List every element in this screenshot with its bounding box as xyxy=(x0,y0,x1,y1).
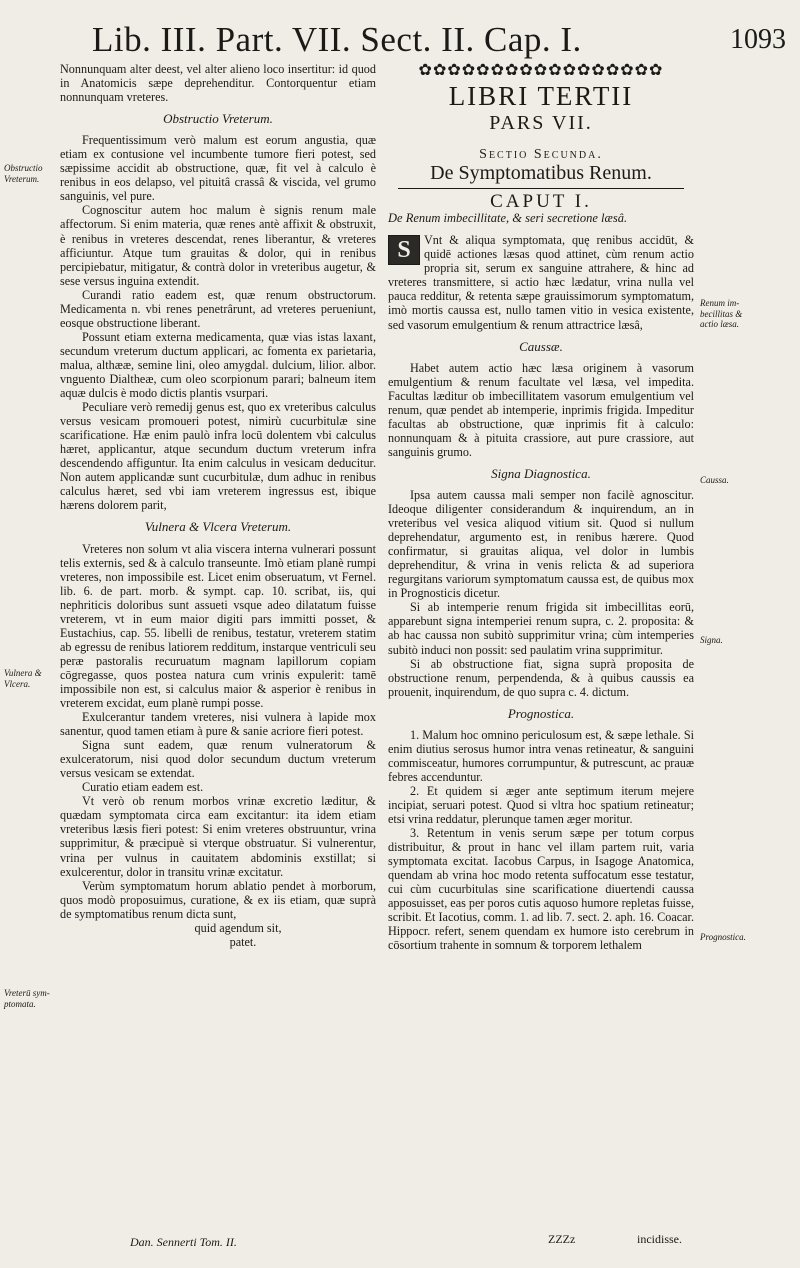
paragraph: Habet autem actio hæc læsa originem à vasorum emulgentium & renum facultate vel læsa, vel impedita. Facultas læditur ob imbecillitatem vasorum emulgentium vel renum, quæ pendet ab intemperie, inprimis frigida. Impeditur facultas ab obstructione, quæ inprimis fit à calculo: nonnunquam & à pituita crassiore, aut pure crassiore, aut sanguinis grumo. xyxy=(388,360,694,459)
paragraph: Vt verò ob renum morbos vrinæ excretio læditur, & quædam symptomata circa eam excitantur: ita idem etiam vreteribus læsis fieri potest: Si enim vreteres obstruuntur, vrina supprimitur, & præcipuè si vterque obstruatur. Si vulnerentur, vrina per vulnus in cauitatem abdominis exstillat; si exulcerentur, dolor in transitu vrinæ excitatur. xyxy=(60,794,376,879)
margin-note-symptomata: Vreterū sym- ptomata. xyxy=(4,988,50,1009)
margin-note-renum-imbecillitas: Renum im- becillitas & actio læsa. xyxy=(700,298,743,329)
closing-line: quid agendum sit, xyxy=(194,920,282,935)
paragraph xyxy=(388,233,694,331)
paragraph: Frequentissimum verò malum est eorum angustia, quæ etiam ex contusione vel incumbente tumore fieri potest, sed sæpissime accidit ab obstructione, quæ, fit vel à calculo è renibus in eos delapso, vel pituitâ crassâ & viscida, vel grumo sanguinis, vel pure. xyxy=(60,133,376,204)
chapter-subtitle: De Renum imbecillitate, & seri secretione læsâ. xyxy=(388,211,628,226)
paragraph: 1. Malum hoc omnino periculosum est, & sæpe lethale. Si enim diutius serosus humor intra venas retineatur, & sanguini commisceatur, humores corrumpuntur, & putrescunt, ac prauæ febres accenduntur. xyxy=(388,727,694,784)
paragraph: Cognoscitur autem hoc malum è signis renum male affectorum. Si enim materia, quæ renes antè affixit & obstruxit, è renibus in vreteres descendat, renes liberantur, & vreteres afficiuntur. Atque tum grauitas & dolor, qui in renibus percipiebatur, mitigatur, & contrà dolor in vreteribus augetur, & sese versus inguina extendit. xyxy=(60,203,376,288)
paragraph: 2. Et quidem si æger ante septimum iterum mejere incipiat, seruari potest. Quod si vltra hoc spatium retineatur; etsi vrina reddatur, plerunque tamen æger moritur. xyxy=(388,783,694,827)
paragraph: Curandi ratio eadem est, quæ renum obstructorum. Medicamenta n. vbi renes penetrârunt, ad vreteres perueniunt, eosque obstructione liberant. xyxy=(60,287,376,330)
paragraph: Vreteres non solum vt alia viscera interna vulnerari possunt telis externis, sed & à calculo transeunte. Imò etiam planè rumpi vreteres, non impossibile est. Licet enim obseruatum, vt Fernel. lib. 6. de part. morb. & sympt. cap. 10. scribat, iis, qui nephriticis doloribus sunt assueti vsque adeo dilatatum fuisse vreterem, vt in eum maior digiti pars immitti posset, & Eustachius, cap. 55. libelli de renibus, testatur, vreterem statim ab egressu de renibus latiorem redditum, instarque ventriculi seu peræ pastoralis recuruatum magnam lapillorum copiam cōgregasse, quos postea natura cum vrinis expulerit: tamē impossibile non est, si calculus maior & asperior è renibus in vreterem excidat, eum planè rumpi posse. xyxy=(60,541,376,711)
signature-mark: ZZZz xyxy=(548,1232,576,1246)
margin-note-obstructio: Obstructio Vreterum. xyxy=(4,163,43,184)
running-head xyxy=(92,20,792,64)
section-heading-signa: Signa Diagnostica. xyxy=(491,465,591,481)
margin-note-vulnera: Vulnera & Vlcera. xyxy=(4,668,42,689)
section-subject: De Symptomatibus Renum. xyxy=(430,162,652,185)
paragraph: Signa sunt eadem, quæ renum vulneratorum & exulceratorum, nisi quod dolor secundum ductum vreterum versus vesicam se extendat. xyxy=(60,738,376,781)
paragraph: Si ab obstructione fiat, signa suprà proposita de obstructione renum, perpendenda, & à quibus caussis ea prouenit, inquirendum, de quo supra c. 4. dictum. xyxy=(388,656,694,699)
ornament-band: ✿✿✿✿✿✿✿✿✿✿✿✿✿✿✿✿✿ xyxy=(418,62,664,79)
paragraph: Si ab intemperie renum frigida sit imbecillitas eorū, apparebunt signa intemperiei renum supra, c. 2. proposita: & ab hac caussa non subitò supprimitur vrina; cùm intemperies subitò induci non possit: sed paulatim vrina supprimitur. xyxy=(388,600,694,657)
running-head-title: Lib. III. Part. VII. Sect. II. Cap. I. xyxy=(92,20,582,59)
catchword: incidisse. xyxy=(637,1232,682,1246)
footer-author: Dan. Sennerti Tom. II. xyxy=(130,1235,237,1249)
paragraph: Exulcerantur tandem vreteres, nisi vulnera à lapide mox sanentur, quod tamen etiam à pure & sanie acriore fieri potest. xyxy=(60,710,376,739)
paragraph: Nonnunquam alter deest, vel alter alieno loco insertitur: id quod in Anatomicis sæpe deprehenditur. Contorquentur etiam nonnunquam vreteres. xyxy=(60,62,376,105)
divider-rule xyxy=(398,188,684,189)
margin-note-signa: Signa. xyxy=(700,635,723,645)
paragraph-text: Vnt & aliqua symptomata, quę renibus accidūt, & quidē actiones læsas quod attinet, cùm renum actio propria sit, serum ex sanguine attrahere, & hinc ad vreteres transmittere, si actio hæc lædatur, vrina nulla vel pauca redditur, & retenta sæpe grauissimorum symptomatum, imò mortis caussa est, nullo tamen vitio in vesica existente, sed vasorum emulgentium & renum attractrice læsâ, xyxy=(388,233,694,332)
closing-line: patet. xyxy=(229,934,257,949)
paragraph: Verùm symptomatum horum ablatio pendet à morborum, quos modò proposuimus, curatione, & ex iis etiam, quæ suprà de symptomatibus renum dicta sunt, xyxy=(60,878,376,921)
section-heading-vulnera: Vulnera & Vlcera Vreterum. xyxy=(144,519,292,535)
chapter-title: CAPUT I. xyxy=(490,191,592,213)
paragraph: 3. Retentum in venis serum sæpe per totum corpus distribuitur, & prout in hanc vel illam partem ruit, varia symptomata excitat. Iacobus Carpus, in Isagoge Anatomica, quendam ab vrina hoc modo retenta suffocatum esse testatur, cui cùm cucurbitulas sine scarificatione diuertendi caussa apposuisset, eas per poros cutis aquoso humore repletas fuisse, scribit. Et Iacotius, comm. 1. ad lib. 7. sect. 2. aph. 16. Coacar. Hippocr. refert, senem quendam ex humore isto cerebrum in cōsortium trahente in somnum & torporem lethalem xyxy=(388,826,694,953)
margin-note-caussa: Caussa. xyxy=(700,475,729,485)
left-column xyxy=(60,62,376,949)
dropcap: S xyxy=(388,235,420,265)
part-title: PARS VII. xyxy=(489,112,593,135)
section-heading-obstructio: Obstructio Vreterum. xyxy=(163,111,273,127)
section-heading-prognostica: Prognostica. xyxy=(507,705,575,721)
book-title: LIBRI TERTII xyxy=(448,81,634,112)
section-heading-caussa: Caussæ. xyxy=(519,338,563,354)
paragraph: Possunt etiam externa medicamenta, quæ vias istas laxant, secundum vreterum ductum applicari, ac fomenta ex parietaria, malua, althææ, semine lini, oleo amygdal. dulcium, lilior. albor. vnguento Dialtheæ, cum oleo scorpionum parari; balneum item aquæ dulcis è modo dictis plantis vsurpari. xyxy=(60,329,376,401)
paragraph: Curatio etiam eadem est. xyxy=(82,780,204,795)
right-column xyxy=(388,62,694,952)
paragraph: Ipsa autem caussa mali semper non facilè agnoscitur. Ideoque diligenter considerandum & inquirendum, an in vreteribus vel vesica aliquod vitium sit. Quod si nullum deprehendatur, argumento est, in renibus hærere. Quod confirmatur, si grauitas aliqua, vel dolor in lumbis deprehenditur, & vrina in venis relicta & ad superiora regurgitans variorum symptomatum caussa est, de quibus mox in Prognosticis dicetur. xyxy=(388,487,694,601)
margin-note-prognostica: Prognostica. xyxy=(700,932,746,942)
page-number: 1093 xyxy=(730,24,786,55)
section-title: Sectio Secunda. xyxy=(479,147,603,163)
paragraph: Peculiare verò remedij genus est, quo ex vreteribus calculus versus vesicam promoueri potest, nimirù cucurbitulæ sine scarificatione. Hæ enim paulò infra locū dolentem vbi calculus hæret, applicantur, atque secundum ductum vreterum infra descendendo affiguntur. Ita enim calculus in vesicam deducitur. Non autem applicandæ sunt cucurbitulæ, dum adhuc in renibus calculus hæret, sed vbi iam vreterem ingressus est, ibique hærens dolorem parit, xyxy=(60,400,376,513)
